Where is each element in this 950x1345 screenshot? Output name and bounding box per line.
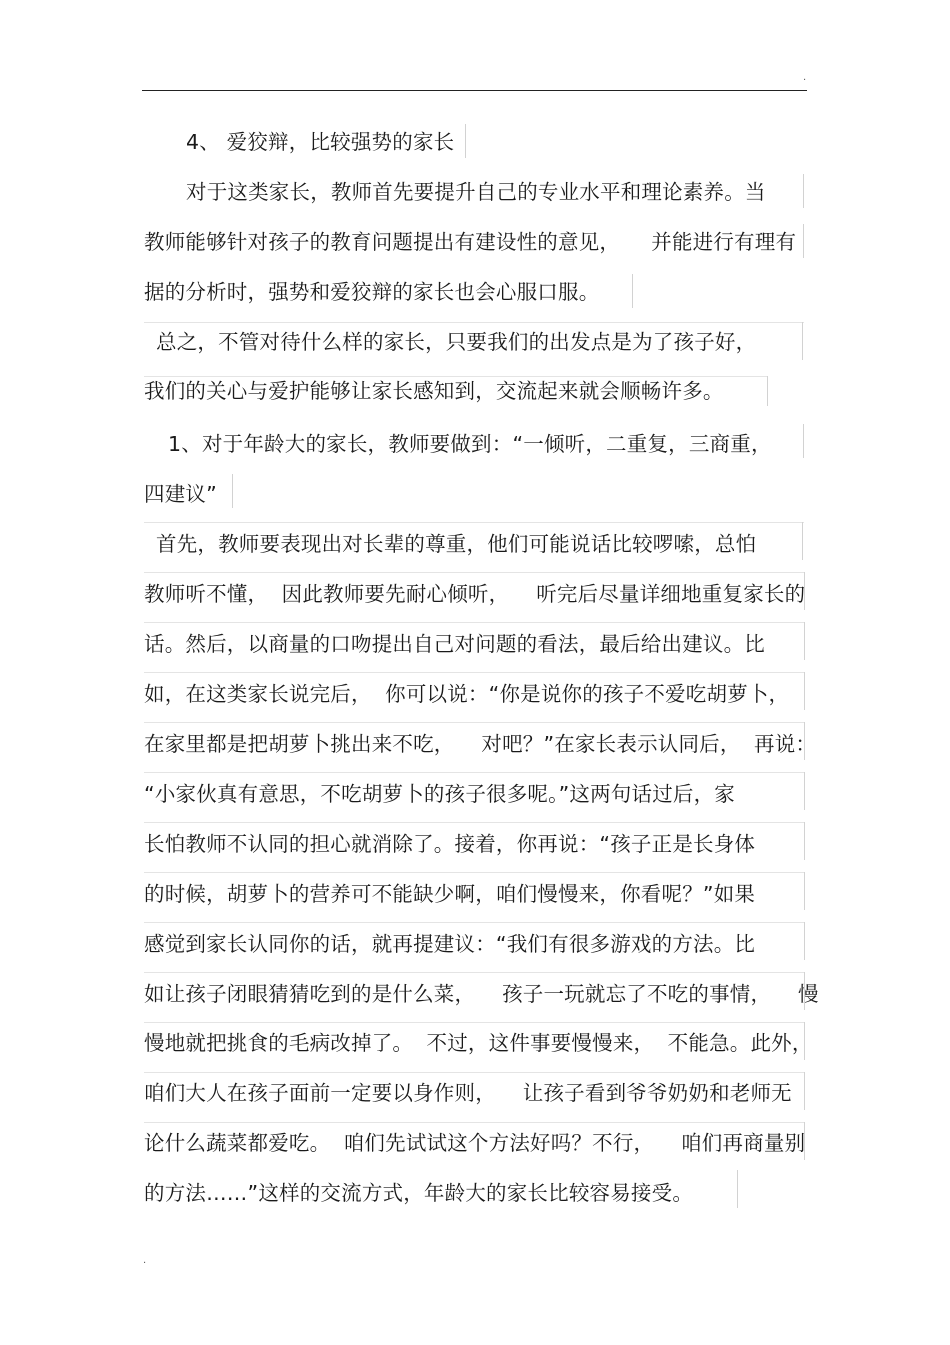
header-mark: . [803,72,807,83]
cell-border [144,972,804,973]
cell-border [144,1072,804,1073]
cell-border [144,722,804,723]
cell-border [803,174,804,208]
cell-border [144,922,804,923]
paragraph-line: 如让孩子闭眼猜猜吃到的是什么菜， 孩子一玩就忘了不吃的事情， 慢 [144,982,819,1006]
cell-border [632,274,633,308]
cell-border [803,424,804,458]
cell-border [144,872,804,873]
cell-border [804,672,805,710]
paragraph-line: 据的分析时，强势和爱狡辩的家长也会心服口服。 [144,280,600,304]
paragraph-line: “小家伙真有意思，不吃胡萝卜的孩子很多呢。”这两句话过后，家 [144,782,735,806]
cell-border [804,572,805,610]
section-heading: 四建议” [144,482,217,506]
cell-border [804,822,805,860]
cell-border [144,376,768,377]
cell-border [804,972,805,1010]
cell-border [804,872,805,910]
cell-border [804,922,805,960]
cell-border [144,672,804,673]
cell-border [465,124,466,158]
cell-border [144,1122,804,1123]
cell-border [804,1072,805,1110]
paragraph-line: 教师能够针对孩子的教育问题提出有建设性的意见， 并能进行有理有 [144,230,797,254]
paragraph-line: 总之，不管对待什么样的家长，只要我们的出发点是为了孩子好， [156,330,757,354]
cell-border [232,474,233,508]
paragraph-line: 的方法……”这样的交流方式，年龄大的家长比较容易接受。 [144,1181,694,1205]
paragraph-line: 话。然后，以商量的口吻提出自己对问题的看法，最后给出建议。比 [144,632,765,656]
footer-mark: . [143,1255,147,1266]
cell-border [144,622,804,623]
paragraph-line: 慢地就把挑食的毛病改掉了。 不过，这件事要慢慢来， 不能急。此外， [144,1031,813,1055]
paragraph-line: 首先，教师要表现出对长辈的尊重，他们可能说话比较啰嗦，总怕 [156,532,757,556]
header-rule [142,90,807,91]
section-heading: 4、 爱狡辩，比较强势的家长 [186,130,455,154]
paragraph-line: 的时候，胡萝卜的营养可不能缺少啊，咱们慢慢来，你看呢？”如果 [144,882,756,906]
paragraph-line: 对于这类家长，教师首先要提升自己的专业水平和理论素养。当 [186,180,766,204]
section-heading: 1、对于年龄大的家长，教师要做到：“一倾听，二重复，三商重， [168,432,772,456]
cell-border [804,722,805,760]
cell-border [804,1022,805,1060]
cell-border [737,1170,738,1208]
paragraph-line: 我们的关心与爱护能够让家长感知到，交流起来就会顺畅许多。 [144,379,724,403]
cell-border [804,1122,805,1160]
cell-border [803,224,804,258]
paragraph-line: 咱们大人在孩子面前一定要以身作则， 让孩子看到爷爷奶奶和老师无 [144,1081,792,1105]
cell-border [144,772,804,773]
cell-border [144,522,804,523]
cell-border [767,376,768,406]
paragraph-line: 如，在这类家长说完后， 你可以说：“你是说你的孩子不爱吃胡萝卜， [144,682,790,706]
paragraph-line: 长怕教师不认同的担心就消除了。接着，你再说：“孩子正是长身体 [144,832,756,856]
paragraph-line: 论什么蔬菜都爱吃。 咱们先试试这个方法好吗？不行， 咱们再商量别 [144,1131,806,1155]
cell-border [804,622,805,660]
cell-border [144,572,804,573]
paragraph-line: 教师听不懂， 因此教师要先耐心倾听， 听完后尽量详细地重复家长的 [144,582,806,606]
cell-border [144,322,804,323]
paragraph-line: 在家里都是把胡萝卜挑出来不吃， 对吧？”在家长表示认同后， 再说： [144,732,817,756]
cell-border [144,822,804,823]
cell-border [802,522,803,560]
cell-border [802,322,803,360]
paragraph-line: 感觉到家长认同你的话，就再提建议：“我们有很多游戏的方法。比 [144,932,756,956]
cell-border [144,1022,804,1023]
cell-border [804,772,805,810]
